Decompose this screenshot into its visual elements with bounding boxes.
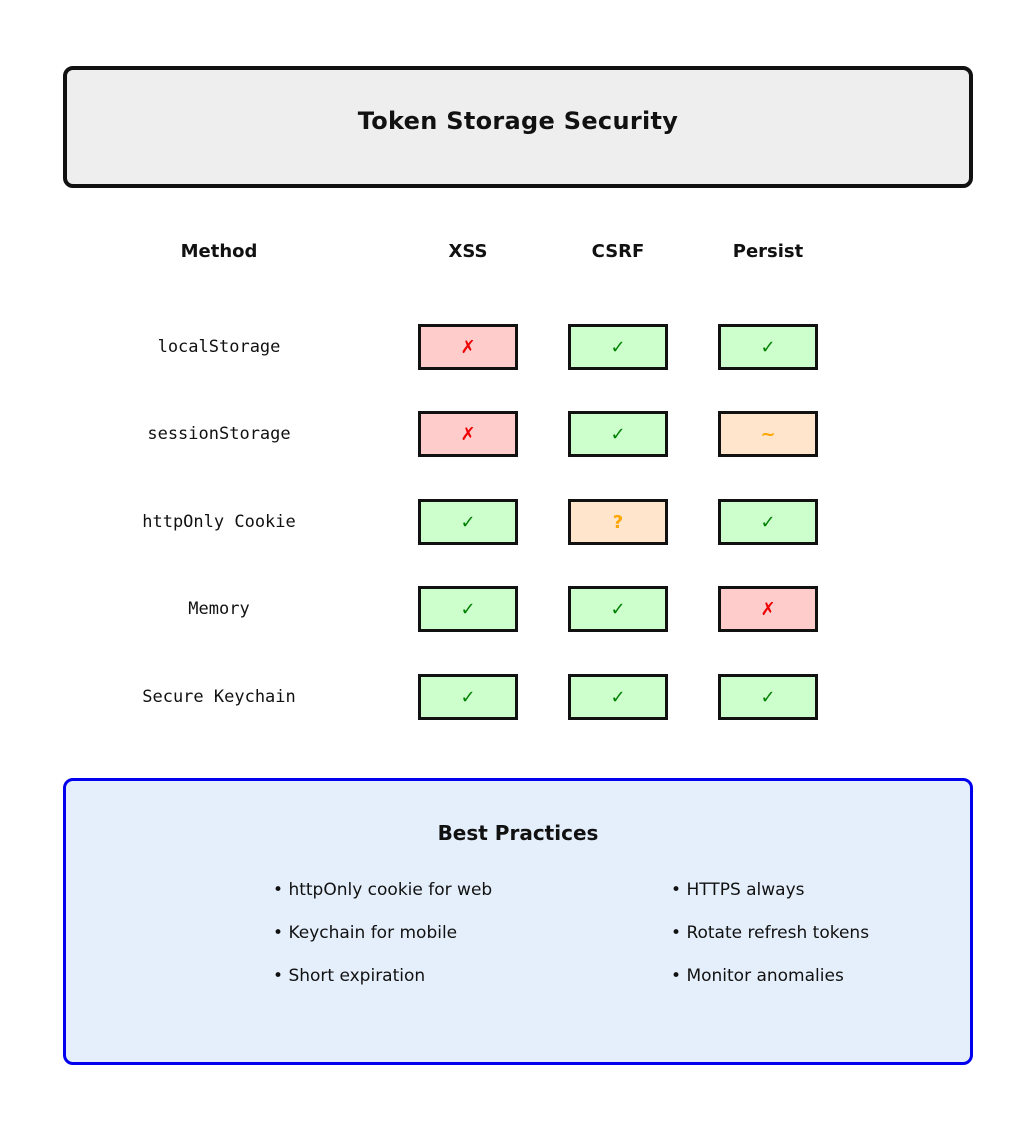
column-header-persist: Persist xyxy=(732,241,804,262)
list-item: • httpOnly cookie for web xyxy=(273,878,492,902)
status-cell: ✓ xyxy=(718,674,818,720)
column-header-method: Method xyxy=(180,241,258,262)
status-cell: ✓ xyxy=(718,499,818,545)
status-cell: ✓ xyxy=(718,324,818,370)
table-row xyxy=(0,499,1036,545)
method-label: httpOnly Cookie xyxy=(142,512,296,532)
status-cell: ✗ xyxy=(418,324,518,370)
status-cell: ✗ xyxy=(718,586,818,632)
table-row xyxy=(0,411,1036,457)
status-cell: ✓ xyxy=(568,411,668,457)
method-label: localStorage xyxy=(157,337,281,357)
table-row xyxy=(0,586,1036,632)
method-label: Secure Keychain xyxy=(142,687,296,707)
table-row xyxy=(0,674,1036,720)
status-cell: ✓ xyxy=(418,586,518,632)
best-practices-panel xyxy=(63,778,973,1065)
best-practices-title: Best Practices xyxy=(437,821,599,845)
status-cell: ✓ xyxy=(568,324,668,370)
list-item: • Rotate refresh tokens xyxy=(671,921,869,945)
status-cell: ✓ xyxy=(418,499,518,545)
best-practices-right-column xyxy=(671,878,869,1007)
column-header-xss: XSS xyxy=(448,241,488,262)
column-header-csrf: CSRF xyxy=(591,241,645,262)
list-item: • Short expiration xyxy=(273,964,492,988)
status-cell: ✓ xyxy=(418,674,518,720)
page-title: Token Storage Security xyxy=(357,107,679,135)
list-item: • Keychain for mobile xyxy=(273,921,492,945)
status-cell: ~ xyxy=(718,411,818,457)
list-item: • HTTPS always xyxy=(671,878,869,902)
status-cell: ✓ xyxy=(568,674,668,720)
status-cell: ? xyxy=(568,499,668,545)
status-cell: ✗ xyxy=(418,411,518,457)
table-row xyxy=(0,324,1036,370)
method-label: sessionStorage xyxy=(147,424,291,444)
status-cell: ✓ xyxy=(568,586,668,632)
method-label: Memory xyxy=(188,599,250,619)
best-practices-left-column xyxy=(273,878,492,1007)
list-item: • Monitor anomalies xyxy=(671,964,869,988)
